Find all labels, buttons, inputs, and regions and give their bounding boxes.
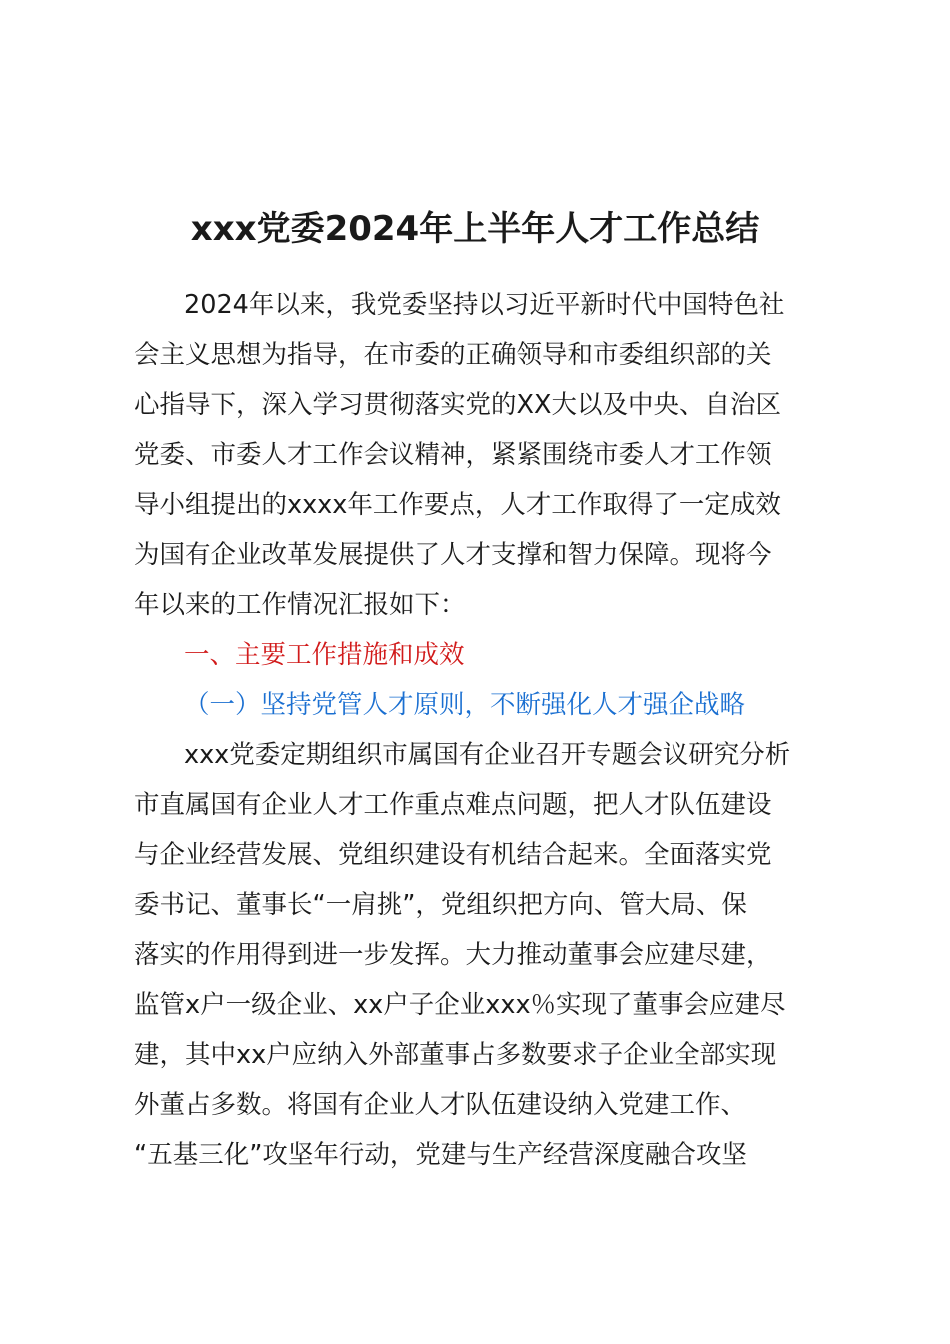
text-line: 导小组提出的xxxx年工作要点，人才工作取得了一定成效 bbox=[134, 490, 781, 520]
text-line: 心指导下，深入学习贯彻落实党的XX大以及中央、自治区 bbox=[134, 390, 781, 420]
text-line: 党委、市委人才工作会议精神，紧紧围绕市委人才工作领 bbox=[134, 440, 772, 470]
text-line: xxx党委定期组织市属国有企业召开专题会议研究分析 bbox=[184, 740, 791, 770]
text-line: 为国有企业改革发展提供了人才支撑和智力保障。现将今 bbox=[134, 540, 772, 570]
text-line: 会主义思想为指导，在市委的正确领导和市委组织部的关 bbox=[134, 340, 772, 370]
text-line: 市直属国有企业人才工作重点难点问题，把人才队伍建设 bbox=[134, 790, 772, 820]
text-line: 落实的作用得到进一步发挥。大力推动董事会应建尽建， bbox=[134, 940, 772, 970]
text-line: 与企业经营发展、党组织建设有机结合起来。全面落实党 bbox=[134, 840, 772, 870]
document-title: xxx党委2024年上半年人才工作总结 bbox=[190, 209, 760, 249]
text-line: 外董占多数。将国有企业人才队伍建设纳入党建工作、 bbox=[134, 1090, 747, 1120]
section-heading: 一、主要工作措施和成效 bbox=[184, 640, 465, 670]
text-line: 年以来的工作情况汇报如下： bbox=[134, 590, 466, 620]
text-line: 委书记、董事长“一肩挑”，党组织把方向、管大局、保 bbox=[134, 890, 747, 920]
text-line: 建，其中xx户应纳入外部董事占多数要求子企业全部实现 bbox=[134, 1040, 777, 1070]
text-line: 2024年以来，我党委坚持以习近平新时代中国特色社 bbox=[184, 290, 785, 320]
text-line: “五基三化”攻坚年行动，党建与生产经营深度融合攻坚 bbox=[134, 1140, 747, 1170]
paragraph-intro bbox=[134, 280, 854, 1180]
subsection-heading: （一）坚持党管人才原则，不断强化人才强企战略 bbox=[184, 690, 746, 720]
text-line: 监管x户一级企业、xx户子企业xxx％实现了董事会应建尽 bbox=[134, 990, 786, 1020]
